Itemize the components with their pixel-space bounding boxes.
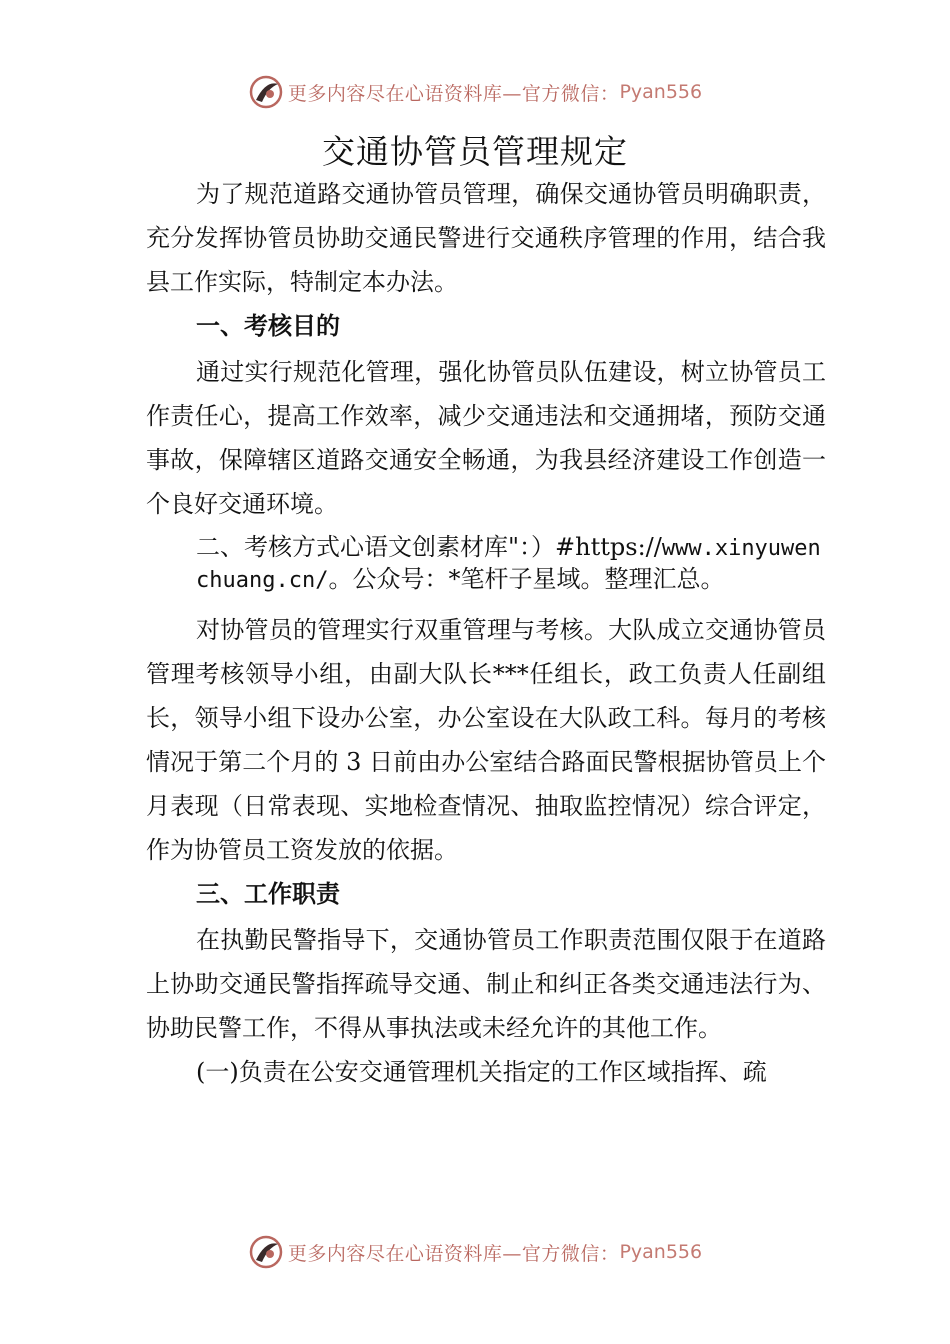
banner-text: 更多内容尽在心语资料库—	[287, 82, 522, 105]
header-banner	[0, 72, 950, 112]
banner-weixin-label: 官方微信：	[521, 1242, 620, 1265]
section-2-paragraph: 对协管员的管理实行双重管理与考核。大队成立交通协管员管理考核领导小组，由副大队长***任组长，政工负责人任副组长，领导小组下设办公室，办公室设在大队政工科。每月的考核情况于第二个月的 3 日前由办公室结合路面民警根据协管员上个月表现（日常表现、实地检查情况、抽取监控情况）综合评定，作为协管员工资发放的依据。	[146, 616, 826, 864]
section-3-heading: 三、工作职责	[196, 880, 340, 908]
brand-logo-icon	[248, 74, 284, 110]
brand-logo-icon	[248, 1234, 284, 1270]
footer-banner	[0, 1232, 950, 1272]
banner-weixin-label: 官方微信：	[521, 82, 620, 105]
banner-weixin-id: Pyan556	[619, 81, 703, 103]
intro-paragraph: 为了规范道路交通协管员管理，确保交通协管员明确职责，充分发挥协管员协助交通民警进行交通秩序管理的作用，结合我县工作实际，特制定本办法。	[146, 180, 826, 296]
section-2-heading-part-c: 。公众号：*笔杆子星域。整理汇总。	[328, 565, 725, 593]
page-title: 交通协管员管理规定	[322, 132, 628, 171]
section-2-heading-part-a: 二、考核方式心语文创素材库"：）#https://	[196, 533, 662, 561]
banner-text: 更多内容尽在心语资料库—	[287, 1242, 522, 1265]
section-3-paragraph: 在执勤民警指导下，交通协管员工作职责范围仅限于在道路上协助交通民警指挥疏导交通、制止和纠正各类交通违法行为、协助民警工作，不得从事执法或未经允许的其他工作。	[146, 926, 826, 1042]
document-body	[146, 172, 826, 1094]
section-2-url: www.xinyuwenchuang.cn/	[196, 536, 821, 593]
item-1-paragraph: (一)负责在公安交通管理机关指定的工作区域指挥、疏	[196, 1058, 767, 1086]
section-1-heading: 一、考核目的	[196, 312, 340, 340]
section-2-heading	[146, 532, 826, 596]
banner-weixin-id: Pyan556	[619, 1241, 703, 1263]
section-1-paragraph: 通过实行规范化管理，强化协管员队伍建设，树立协管员工作责任心，提高工作效率，减少交通违法和交通拥堵，预防交通事故，保障辖区道路交通安全畅通，为我县经济建设工作创造一个良好交通环境。	[146, 358, 826, 518]
